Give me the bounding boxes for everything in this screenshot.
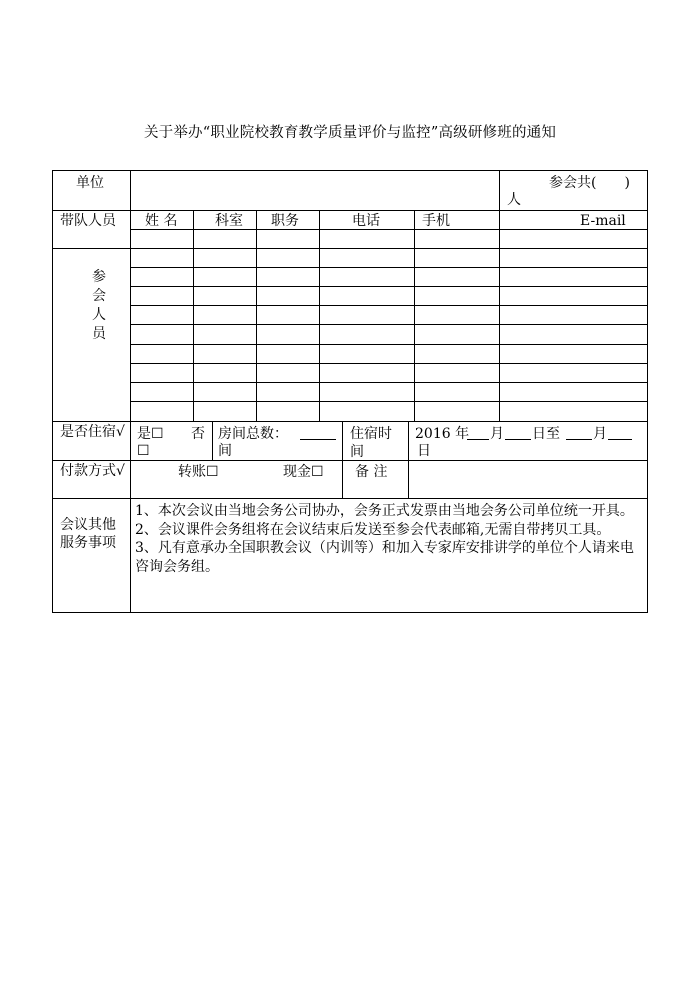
col-divider [414,210,415,421]
col-divider [342,421,343,498]
date-day2-field[interactable] [608,425,632,440]
date-month2-field[interactable] [566,425,592,440]
lodging-no-box[interactable]: ☐ [137,443,150,459]
table-border-bottom [52,612,648,613]
col-divider [499,210,500,421]
attendees-total-unit: 人 [507,192,521,208]
row-divider [130,382,648,383]
date-year: 2016 年 [415,426,470,442]
date-day1-field[interactable] [505,425,531,440]
header-phone: 电话 [352,213,380,229]
row-divider [52,210,648,211]
header-name: 姓 名 [145,213,178,229]
header-position: 职务 [271,213,299,229]
date-month1-field[interactable] [467,425,489,440]
col-divider [408,421,409,498]
table-border-right [647,170,648,613]
rooms-count-field[interactable] [300,425,336,440]
payment-cash-checkbox[interactable]: 现金☐ [283,464,324,480]
row-divider [130,363,648,364]
page-title: 关于举办“职业院校教育教学质量评价与监控”高级研修班的通知 [143,125,557,141]
table-border-left [52,170,53,613]
unit-label: 单位 [76,175,104,191]
participants-label-3: 人 [92,307,106,323]
header-email: E-mail [580,213,626,229]
services-label: 会议其他服务事项 [60,517,116,551]
date-day1-label: 日至 [532,426,560,442]
row-divider [130,305,648,306]
col-divider [256,210,257,421]
rooms-unit: 间 [218,443,232,459]
participants-label-1: 参 [92,269,106,285]
row-divider [130,267,648,268]
col-divider [212,421,213,460]
table-border-top [52,170,648,171]
col-divider [499,170,500,210]
date-month1-label: 月 [490,426,504,442]
date-month2-label: 月 [593,426,607,442]
col-divider [130,170,131,613]
lodging-yes-checkbox[interactable]: 是☐ [137,426,164,442]
participants-label-2: 会 [92,288,106,304]
service-note: 2、会议课件会务组将在会议结束后发送至参会代表邮箱,无需自带拷贝工具。 [135,521,611,538]
row-divider [130,401,648,402]
row-divider [52,248,648,249]
payment-transfer-checkbox[interactable]: 转账☐ [178,464,219,480]
date-day2-label: 日 [417,443,431,459]
row-divider [130,229,648,230]
row-divider [130,344,648,345]
row-divider [52,498,648,499]
header-department: 科室 [215,213,243,229]
col-divider [193,210,194,421]
header-mobile: 手机 [422,213,450,229]
rooms-label: 房间总数： [218,426,288,442]
row-divider [130,324,648,325]
row-divider [52,421,648,422]
service-note: 3、凡有意承办全国职教会议（内训等）和加入专家库安排讲学的单位个人请来电咨询会务组。 [135,540,634,575]
attendees-total-label: 参会共( ) [549,175,630,191]
remarks-label: 备 注 [355,464,388,480]
payment-label: 付款方式√ [60,463,125,479]
participants-label-4: 员 [92,326,106,342]
lodging-no-char: 否 [191,426,205,442]
services-notes [135,502,643,576]
row-divider [130,286,648,287]
col-divider [319,210,320,421]
lodging-label: 是否住宿√ [60,424,125,440]
leader-label: 带队人员 [60,213,116,229]
stay-time-label: 住宿时间 [350,426,392,460]
service-note: 1、本次会议由当地会务公司协办，会务正式发票由当地会务公司单位统一开具。 [135,503,634,519]
